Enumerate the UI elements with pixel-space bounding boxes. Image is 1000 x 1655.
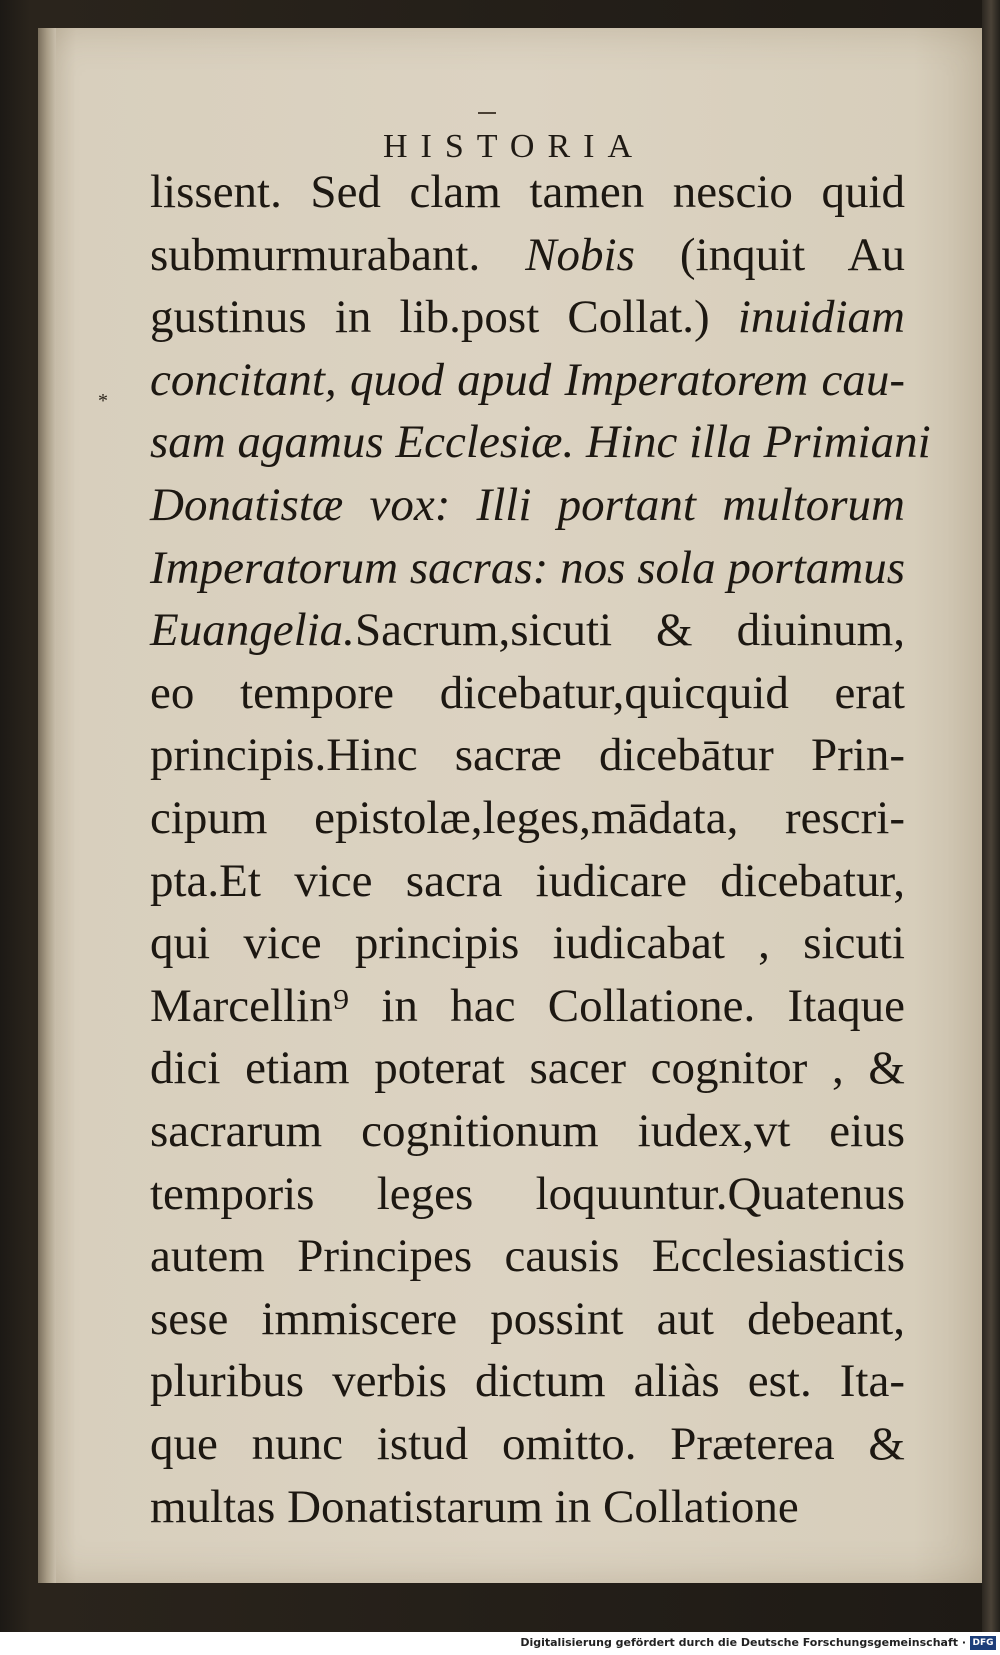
text-segment: inuidiam — [737, 291, 905, 344]
text-line — [150, 538, 905, 598]
text-segment: Donatistæ vox: Illi portant multorum — [150, 479, 905, 531]
text-line — [150, 1164, 905, 1224]
text-segment: Imperatorum sacras: nos sola portamus — [150, 541, 905, 594]
text-line — [150, 976, 905, 1036]
text-segment: cipum epistolæ,leges,mādata, rescri- — [150, 792, 905, 844]
text-line — [150, 350, 905, 410]
text-line — [150, 663, 905, 723]
text-line — [150, 1477, 905, 1537]
text-line — [150, 1101, 905, 1161]
text-line — [150, 725, 905, 785]
text-line — [150, 162, 905, 222]
text-line — [150, 475, 905, 535]
text-line — [150, 287, 905, 347]
text-line — [150, 1414, 905, 1474]
text-segment: submurmurabant. — [150, 228, 526, 281]
running-header: HISTORIA — [382, 128, 646, 165]
text-line — [150, 1289, 905, 1349]
text-line — [150, 600, 905, 660]
text-segment: pta.Et vice sacra iudicare dicebatur, — [150, 854, 905, 907]
text-segment: principis.Hinc sacræ dicebātur Prin- — [150, 729, 905, 782]
text-segment: concitant, quod apud Imperatorem cau- — [150, 353, 905, 406]
text-line — [150, 412, 931, 472]
text-segment: pluribus verbis dictum aliàs est. Ita- — [150, 1355, 905, 1408]
margin-note: * — [98, 390, 108, 412]
text-segment: qui vice principis iudicabat , sicuti — [150, 917, 905, 970]
text-segment: sam agamus Ecclesiæ. Hinc illa Primiani — [150, 416, 931, 469]
footer-credit: Digitalisierung gefördert durch die Deutsche Forschungsgemeinschaft · — [520, 1636, 966, 1649]
text-segment: temporis leges loquuntur.Quatenus — [150, 1167, 905, 1220]
text-segment: Marcellin⁹ in hac Collatione. Itaque — [150, 979, 905, 1032]
text-segment: lissent. Sed clam tamen nescio quid — [150, 166, 905, 218]
text-line — [150, 851, 905, 911]
text-line — [150, 1038, 905, 1098]
text-segment: (inquit Au — [634, 228, 905, 281]
text-segment: sese immiscere possint aut debeant, — [150, 1292, 905, 1345]
text-line — [150, 1351, 905, 1411]
text-segment: que nunc istud omitto. Præterea & — [150, 1418, 905, 1470]
text-line — [150, 788, 905, 848]
text-segment: Nobis — [525, 228, 635, 281]
text-segment: eo tempore dicebatur,quicquid erat — [150, 666, 905, 719]
text-segment: gustinus in lib.post Collat.) — [150, 291, 738, 344]
text-segment: Euangelia. — [150, 604, 355, 657]
text-segment: autem Principes causis Ecclesiasticis — [150, 1230, 905, 1283]
text-segment: sacrarum cognitionum iudex,vt eius — [150, 1105, 905, 1157]
text-line — [150, 913, 905, 973]
text-segment: multas Donatistarum in Collatione — [150, 1480, 799, 1533]
text-line — [150, 1226, 905, 1286]
text-line — [150, 225, 905, 285]
dfg-logo: DFG — [970, 1636, 996, 1650]
text-segment: dici etiam poterat sacer cognitor , & — [150, 1042, 905, 1095]
text-segment: Sacrum,sicuti & diuinum, — [354, 604, 905, 657]
